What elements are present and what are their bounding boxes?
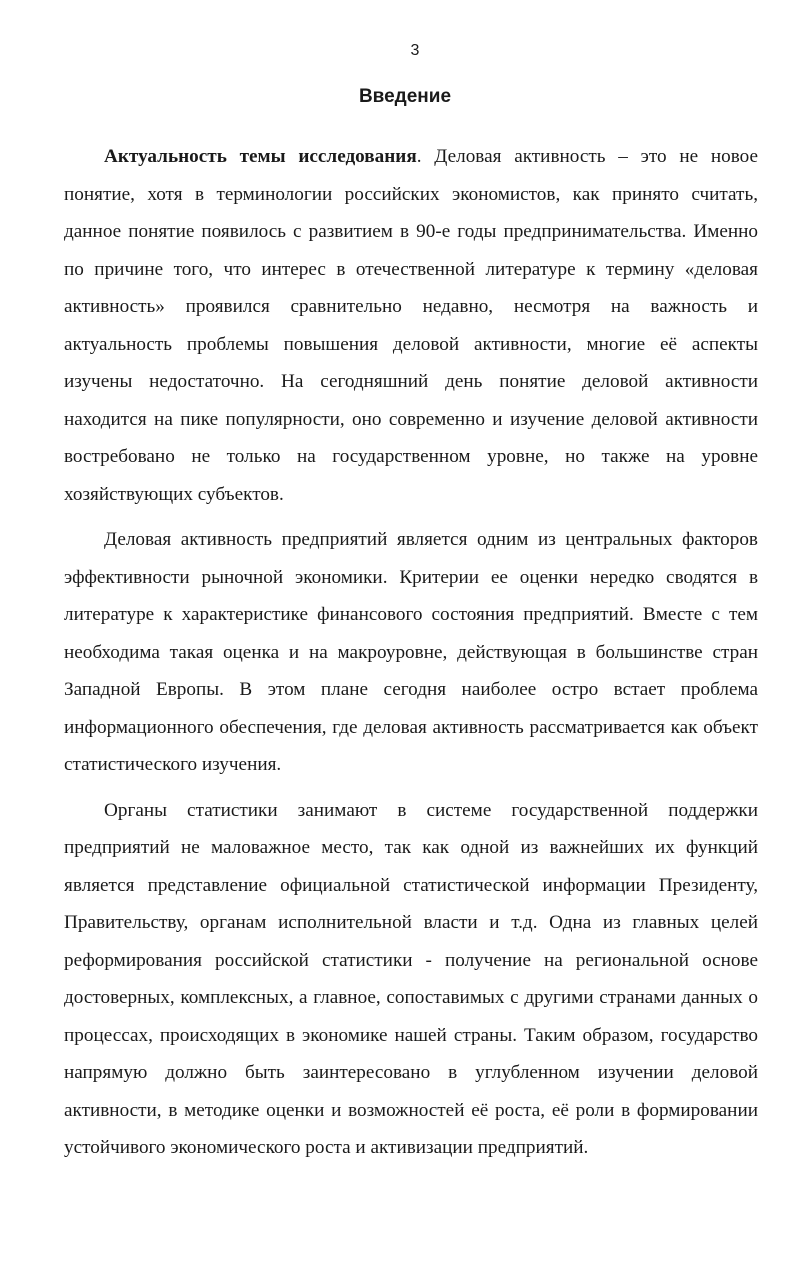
- paragraph-3: Органы статистики занимают в системе государственной поддержки предприятий не маловажное место, так как одной из важнейших их функций является представление официальной статистической информации Президенту, Правительству, органам исполнительной власти и т.д. Одна из главных целей реформирования российской статистики - получение на региональной основе достоверных, комплексных, а главное, сопоставимых с другими странами данных о процессах, происходящих в экономике нашей страны. Таким образом, государство напрямую должно быть заинтересовано в углубленном изучении деловой активности, в методике оценки и возможностей её роста, её роли в формировании устойчивого экономического роста и активизации предприятий.: [64, 799, 758, 1158]
- paragraph-lead: Актуальность темы исследования: [104, 146, 417, 167]
- paragraph-2: Деловая активность предприятий является одним из центральных факторов эффективности рыночной экономики. Критерии ее оценки нередко сводятся в литературе к характеристике финансового состояния предприятий. Вместе с тем необходима такая оценка и на макроуровне, действующая в большинстве стран Западной Европы. В этом плане сегодня наиболее остро встает проблема информационного обеспечения, где деловая активность рассматривается как объект статистического изучения.: [64, 529, 758, 775]
- section-title: Введение: [358, 86, 452, 107]
- paragraph-1: [64, 138, 758, 513]
- body-text: [64, 138, 758, 1175]
- page-number: 3: [410, 42, 420, 59]
- paragraph-1-text: . Деловая активность – это не новое понятие, хотя в терминологии российских экономистов, как принято считать, данное понятие появилось с развитием в 90-е годы предпринимательства. Именно по причине того, что интерес в отечественной литературе к термину «деловая активность» проявился сравнительно недавно, несмотря на важность и актуальность проблемы повышения деловой активности, многие её аспекты изучены недостаточно. На сегодняшний день понятие деловой активности находится на пике популярности, оно современно и изучение деловой активности востребовано не только на государственном уровне, но также на уровне хозяйствующих субъектов.: [64, 146, 758, 505]
